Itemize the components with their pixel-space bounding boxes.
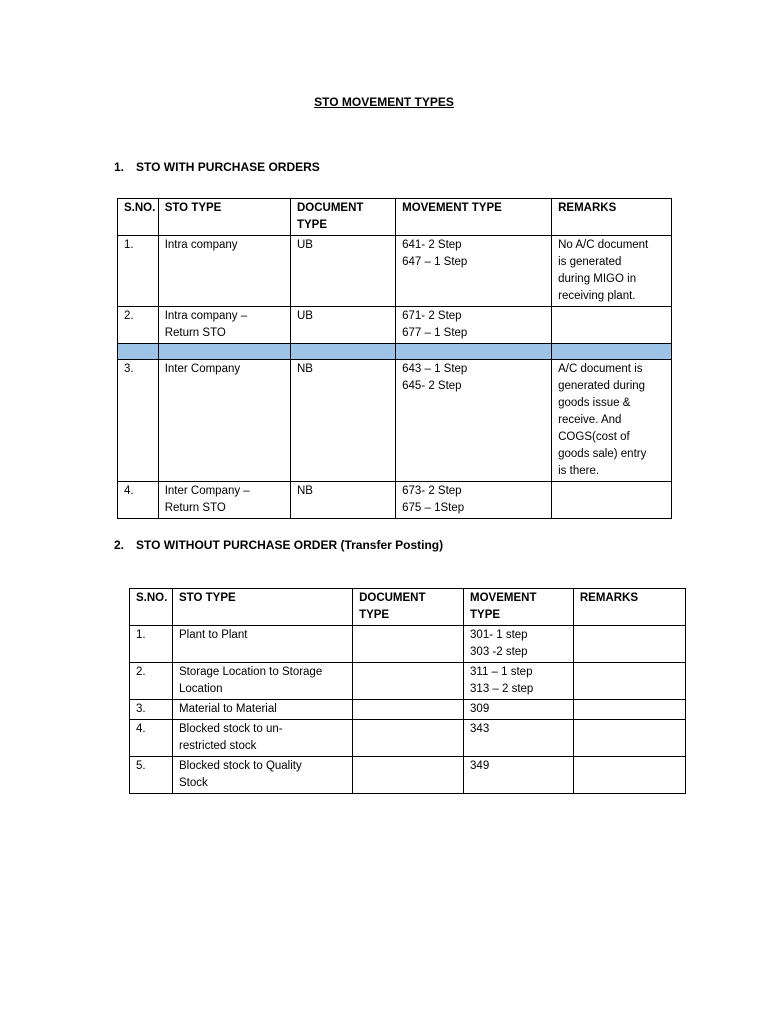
cell-document-type: UB bbox=[290, 307, 395, 344]
table-body bbox=[130, 626, 686, 794]
section-heading-without-po bbox=[114, 538, 443, 552]
cell-sto-type-line: restricted stock bbox=[179, 740, 257, 752]
header-document-type-label: DOCUMENT TYPE bbox=[359, 592, 426, 621]
cell-sto-type-line: Return STO bbox=[164, 327, 226, 339]
table-row bbox=[118, 360, 672, 482]
cell-movement-type-line: 349 bbox=[470, 760, 490, 772]
cell-remarks bbox=[552, 307, 672, 344]
cell-movement-type-line: 641- 2 Step bbox=[402, 239, 462, 251]
cell-movement-type-line: 671- 2 Step bbox=[402, 310, 462, 322]
cell-sno: 3. bbox=[130, 700, 173, 720]
cell-document-type bbox=[353, 720, 464, 757]
cell-document-type bbox=[353, 663, 464, 700]
section-title: STO WITHOUT PURCHASE ORDER (Transfer Posting) bbox=[136, 538, 444, 552]
cell-sto-type bbox=[173, 700, 353, 720]
cell-document-type: NB bbox=[290, 360, 395, 482]
cell-sto-type bbox=[173, 720, 353, 757]
cell-sto-type-line: Intra company – bbox=[164, 310, 248, 322]
cell-movement-type-line: 313 – 2 step bbox=[470, 683, 534, 695]
highlighted-blank-cell bbox=[118, 344, 159, 360]
cell-remarks-line: during MIGO in bbox=[558, 273, 637, 285]
highlighted-blank-cell bbox=[552, 344, 672, 360]
cell-sno: 4. bbox=[130, 720, 173, 757]
cell-remarks-line: is there. bbox=[558, 465, 600, 477]
cell-sto-type bbox=[173, 663, 353, 700]
section-title: STO WITH PURCHASE ORDERS bbox=[136, 160, 320, 174]
cell-sto-type-line: Intra company bbox=[164, 239, 238, 251]
header-document-type bbox=[290, 199, 395, 236]
cell-remarks bbox=[573, 663, 685, 700]
cell-remarks bbox=[573, 757, 685, 794]
table-row bbox=[118, 307, 672, 344]
cell-movement-type-line: 645- 2 Step bbox=[402, 380, 462, 392]
header-movement-type bbox=[464, 589, 574, 626]
header-sno: S.NO. bbox=[130, 589, 173, 626]
header-remarks: REMARKS bbox=[552, 199, 672, 236]
cell-sno: 3. bbox=[118, 360, 159, 482]
cell-movement-type-line: 643 – 1 Step bbox=[402, 363, 468, 375]
table-header-row bbox=[130, 589, 686, 626]
cell-remarks-line: receive. And bbox=[558, 414, 622, 426]
cell-document-type bbox=[353, 757, 464, 794]
cell-remarks-line: A/C document is bbox=[558, 363, 643, 375]
cell-document-type: NB bbox=[290, 482, 395, 519]
header-document-type-label: DOCUMENT TYPE bbox=[296, 202, 364, 231]
cell-sno: 1. bbox=[118, 236, 159, 307]
cell-remarks bbox=[573, 720, 685, 757]
cell-movement-type-line: 303 -2 step bbox=[470, 646, 528, 658]
cell-movement-type-line: 301- 1 step bbox=[470, 629, 528, 641]
table-row bbox=[130, 757, 686, 794]
cell-movement-type bbox=[396, 236, 552, 307]
cell-sto-type bbox=[173, 757, 353, 794]
cell-sto-type bbox=[173, 626, 353, 663]
highlighted-blank-cell bbox=[158, 344, 290, 360]
header-sto-type: STO TYPE bbox=[173, 589, 353, 626]
cell-movement-type bbox=[464, 700, 574, 720]
cell-sno: 2. bbox=[118, 307, 159, 344]
page-title: STO MOVEMENT TYPES bbox=[314, 95, 454, 109]
cell-remarks bbox=[573, 626, 685, 663]
cell-movement-type-line: 309 bbox=[470, 703, 490, 715]
cell-remarks-line: is generated bbox=[558, 256, 622, 268]
cell-movement-type-line: 675 – 1Step bbox=[402, 502, 465, 514]
highlighted-blank-cell bbox=[290, 344, 395, 360]
cell-remarks-line: goods issue & bbox=[558, 397, 631, 409]
cell-sto-type bbox=[158, 307, 290, 344]
cell-remarks bbox=[552, 236, 672, 307]
cell-remarks bbox=[552, 482, 672, 519]
cell-sno: 2. bbox=[130, 663, 173, 700]
cell-sto-type-line: Location bbox=[179, 683, 223, 695]
table-header-row bbox=[118, 199, 672, 236]
cell-remarks bbox=[552, 360, 672, 482]
table-row bbox=[118, 236, 672, 307]
table-row bbox=[130, 720, 686, 757]
cell-sto-type bbox=[158, 360, 290, 482]
cell-movement-type bbox=[464, 720, 574, 757]
table-row bbox=[130, 626, 686, 663]
cell-remarks-line: COGS(cost of bbox=[558, 431, 630, 443]
section-number: 1. bbox=[114, 160, 125, 174]
cell-remarks-line: No A/C document bbox=[558, 239, 649, 251]
cell-sno: 4. bbox=[118, 482, 159, 519]
cell-remarks-line: generated during bbox=[558, 380, 646, 392]
cell-sto-type-line: Plant to Plant bbox=[179, 629, 248, 641]
cell-movement-type-line: 677 – 1 Step bbox=[402, 327, 468, 339]
cell-sto-type-line: Inter Company bbox=[164, 363, 241, 375]
cell-sno: 5. bbox=[130, 757, 173, 794]
cell-sto-type bbox=[158, 482, 290, 519]
cell-sno: 1. bbox=[130, 626, 173, 663]
cell-document-type: UB bbox=[290, 236, 395, 307]
cell-sto-type-line: Material to Material bbox=[179, 703, 277, 715]
cell-sto-type-line: Inter Company – bbox=[164, 485, 250, 497]
header-sno: S.NO. bbox=[118, 199, 159, 236]
cell-sto-type-line: Blocked stock to Quality bbox=[179, 760, 302, 772]
header-sto-type: STO TYPE bbox=[158, 199, 290, 236]
highlighted-blank-cell bbox=[396, 344, 552, 360]
cell-sto-type-line: Blocked stock to un- bbox=[179, 723, 283, 735]
cell-sto-type-line: Stock bbox=[179, 777, 208, 789]
table-row bbox=[118, 482, 672, 519]
header-document-type bbox=[353, 589, 464, 626]
section-number: 2. bbox=[114, 538, 125, 552]
cell-movement-type-line: 343 bbox=[470, 723, 490, 735]
table-row bbox=[130, 700, 686, 720]
cell-sto-type-line: Storage Location to Storage bbox=[179, 666, 323, 678]
sto-with-po-table bbox=[117, 198, 672, 519]
table-body bbox=[118, 236, 672, 519]
cell-movement-type bbox=[464, 663, 574, 700]
section-heading-with-po bbox=[114, 160, 320, 174]
sto-without-po-table bbox=[129, 588, 686, 794]
table-row bbox=[130, 663, 686, 700]
cell-remarks-line: receiving plant. bbox=[558, 290, 636, 302]
cell-movement-type bbox=[396, 482, 552, 519]
header-movement-type: MOVEMENT TYPE bbox=[396, 199, 552, 236]
cell-remarks-line: goods sale) entry bbox=[558, 448, 647, 460]
cell-movement-type bbox=[396, 307, 552, 344]
cell-movement-type bbox=[396, 360, 552, 482]
cell-movement-type-line: 311 – 1 step bbox=[470, 666, 533, 678]
cell-movement-type bbox=[464, 626, 574, 663]
cell-movement-type-line: 647 – 1 Step bbox=[402, 256, 468, 268]
cell-remarks bbox=[573, 700, 685, 720]
cell-movement-type bbox=[464, 757, 574, 794]
cell-document-type bbox=[353, 626, 464, 663]
cell-document-type bbox=[353, 700, 464, 720]
header-remarks: REMARKS bbox=[573, 589, 685, 626]
cell-sto-type bbox=[158, 236, 290, 307]
highlighted-blank-row bbox=[118, 344, 672, 360]
cell-movement-type-line: 673- 2 Step bbox=[402, 485, 462, 497]
header-movement-type-label: MOVEMENT TYPE bbox=[470, 592, 537, 621]
cell-sto-type-line: Return STO bbox=[164, 502, 226, 514]
